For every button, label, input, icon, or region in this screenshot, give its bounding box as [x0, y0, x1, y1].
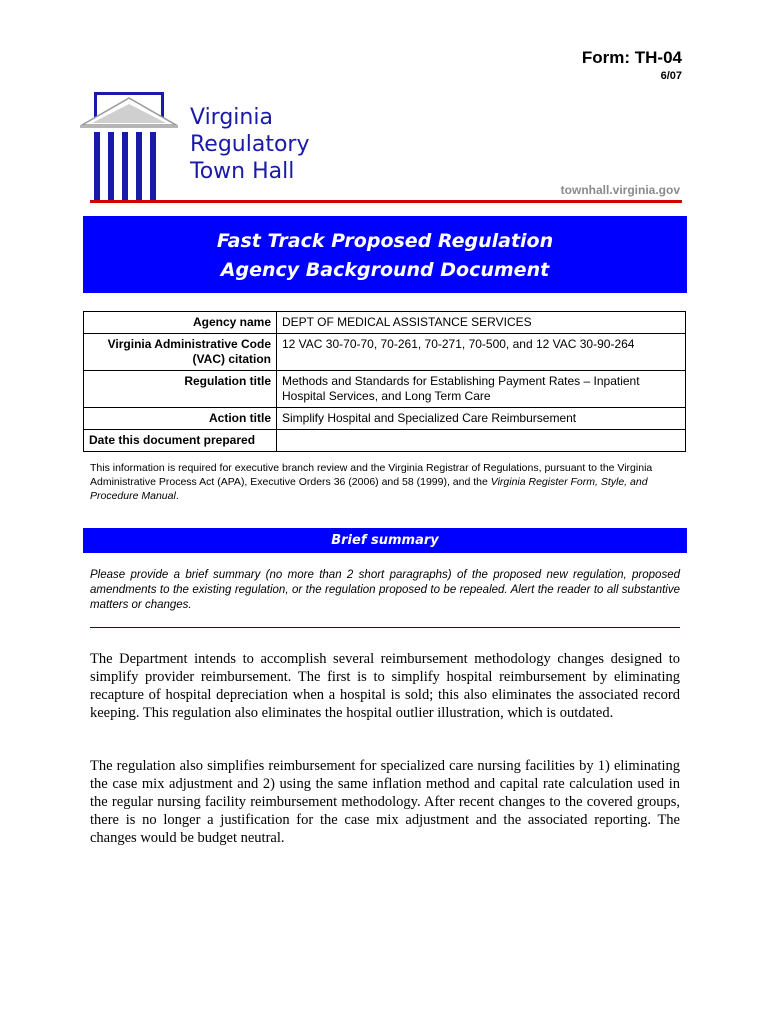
form-date: 6/07 [660, 70, 682, 82]
table-row [84, 408, 686, 430]
row-label: Virginia Administrative Code (VAC) citation [84, 334, 277, 371]
row-label: Agency name [84, 312, 277, 334]
notice-manual-title: Virginia Register Form, Style, and Procedure Manual [90, 476, 648, 502]
table-row [84, 334, 686, 371]
org-name [190, 104, 310, 185]
table-row [84, 312, 686, 334]
table-row [84, 371, 686, 408]
form-identifier [582, 48, 682, 82]
org-name-line: Town Hall [190, 159, 295, 184]
row-value: Simplify Hospital and Specialized Care Reimbursement [277, 408, 686, 430]
notice-end: . [175, 490, 179, 502]
summary-paragraph: The Department intends to accomplish several reimbursement methodology changes designed to simplify provider reimbursement. The first is to simplify hospital reimbursement by eliminating recapture of hospital depreciation when a hospital is sold; this also eliminates the associated record keeping. This regulation also eliminates the hospital outlier illustration, which is outdated. [90, 651, 680, 721]
document-subtitle: Agency Background Document [220, 259, 550, 281]
row-value: 12 VAC 30-70-70, 70-261, 70-271, 70-500, and 12 VAC 30-90-264 [277, 334, 686, 371]
notice-text [90, 461, 684, 503]
org-name-line: Virginia [190, 105, 273, 130]
row-value: Methods and Standards for Establishing Payment Rates – Inpatient Hospital Services, and Long Term Care [277, 371, 686, 408]
summary-paragraph: The regulation also simplifies reimbursement for specialized care nursing facilities by 1) eliminating the case mix adjustment and 2) using the same inflation method and capital rate calculation used in the regular nursing facility reimbursement methodology. After recent changes to the covered groups, there is no longer a justification for the case mix adjustment and the associated reporting. The changes would be budget neutral. [90, 758, 680, 846]
notice-body: This information is required for executive branch review and the Virginia Registrar of Regulations, pursuant to the Virginia Administrative Process Act (APA), Executive Orders 36 (2006) and 58 (1999), and the [90, 462, 653, 488]
website-link[interactable]: townhall.virginia.gov [560, 183, 680, 197]
org-name-line: Regulatory [190, 132, 310, 157]
section-instructions: Please provide a brief summary (no more than 2 short paragraphs) of the proposed new regulation, proposed amendments to the existing regulation, or the regulation proposed to be repealed. Alert the reader to all substantive matters or changes. [90, 569, 680, 611]
document-title: Fast Track Proposed Regulation [216, 230, 554, 252]
regulation-info-table [83, 311, 686, 452]
row-value [277, 430, 686, 452]
row-label: Date this document prepared [84, 430, 277, 452]
section-heading: Brief summary [83, 528, 687, 553]
row-label: Action title [84, 408, 277, 430]
document-title-banner [83, 216, 687, 293]
section-divider [90, 627, 680, 628]
header-divider [90, 200, 682, 203]
form-number: Form: TH-04 [581, 48, 682, 67]
town-hall-logo-icon [80, 92, 178, 204]
row-value: DEPT OF MEDICAL ASSISTANCE SERVICES [277, 312, 686, 334]
table-row [84, 430, 686, 452]
row-label: Regulation title [84, 371, 277, 408]
